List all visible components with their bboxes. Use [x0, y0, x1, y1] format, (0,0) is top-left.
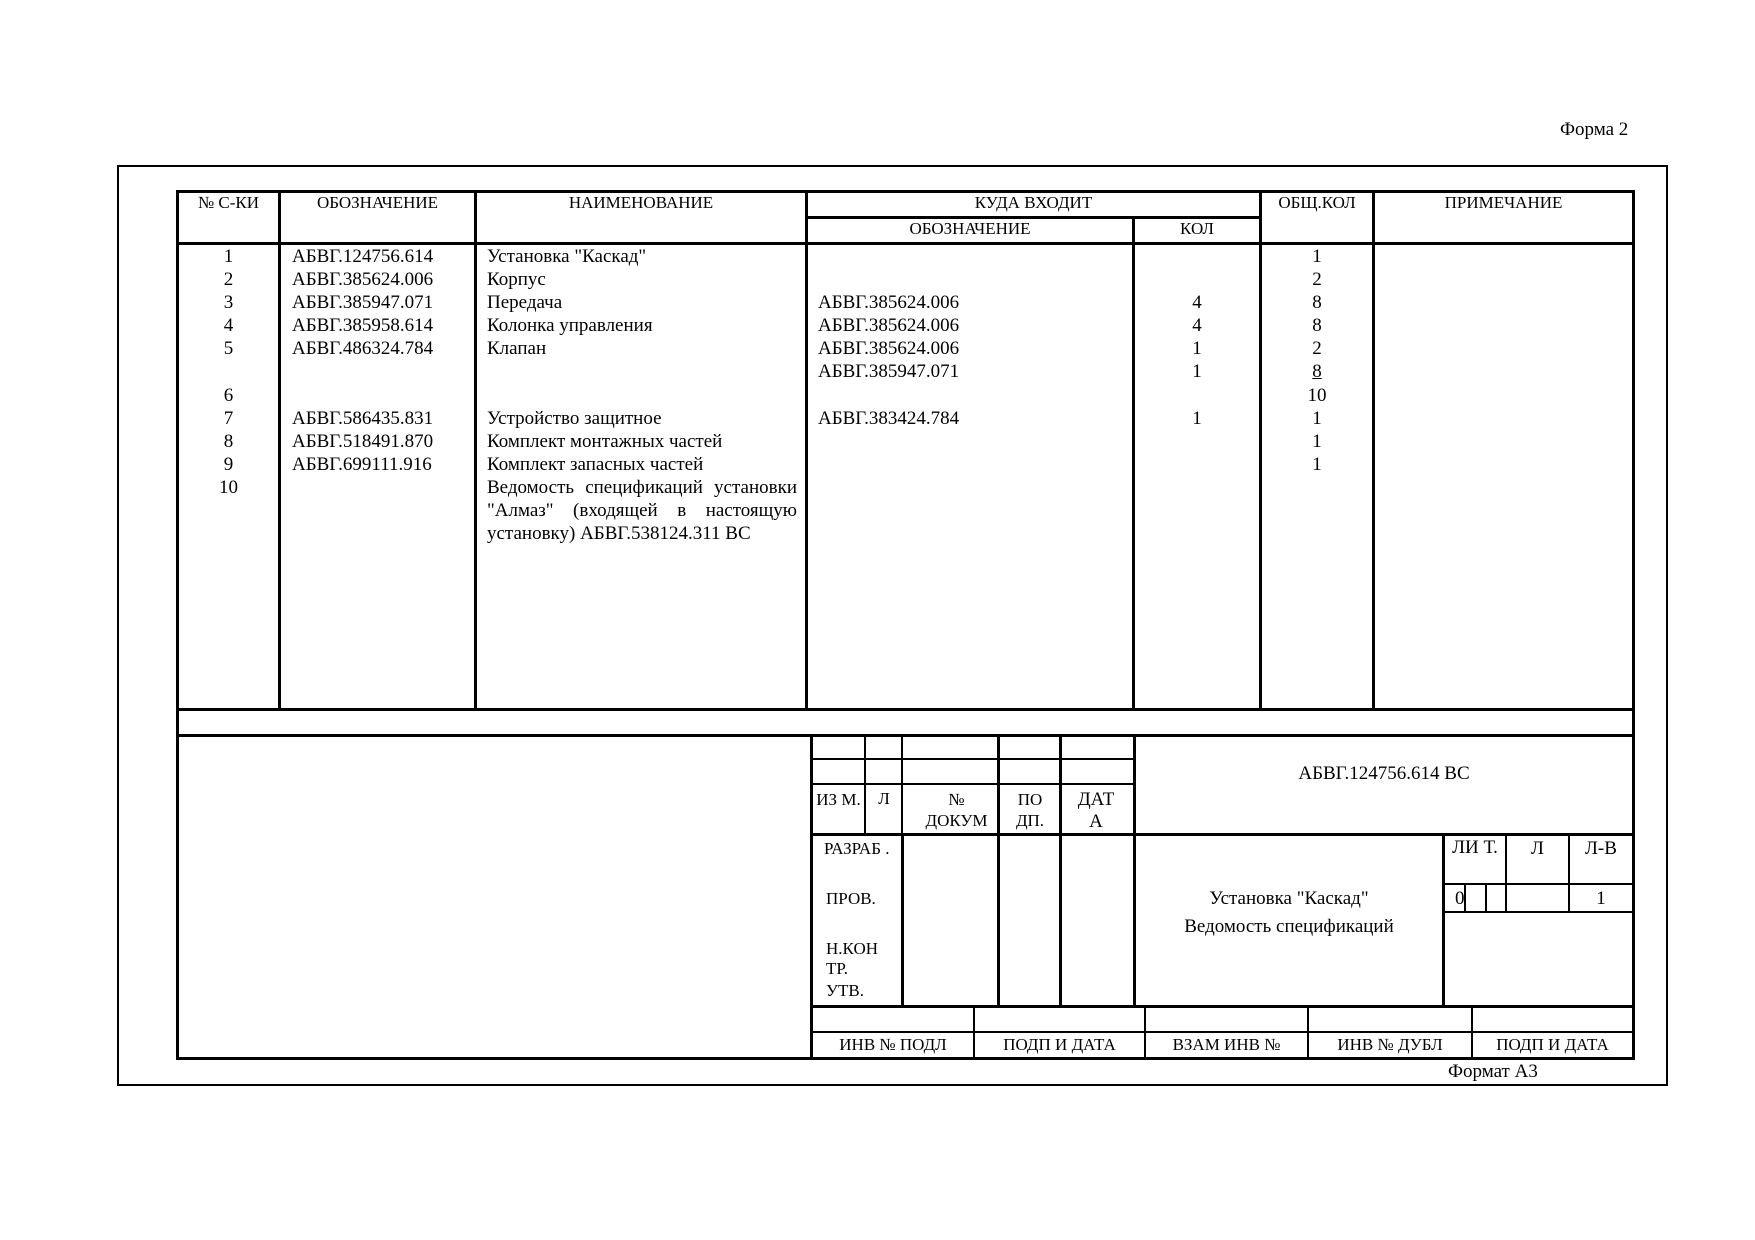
row-num: 3 — [223, 292, 234, 314]
col-l: Л — [878, 789, 890, 808]
doc-title-line2: Ведомость спецификаций — [1184, 916, 1394, 937]
row-name: Комплект запасных частей — [487, 453, 704, 475]
label-nkontr: Н.КОН ТР. — [826, 939, 878, 978]
doc-code: АБВГ.124756.614 ВС — [1298, 763, 1470, 784]
label-sheets: Л-В — [1585, 838, 1617, 859]
column-where-designations — [818, 245, 1118, 430]
label-prov: ПРОВ. — [826, 889, 876, 908]
column-names — [487, 245, 797, 545]
strip-podp-data-2: ПОДП И ДАТА — [1496, 1035, 1609, 1054]
header-name: НАИМЕНОВАНИЕ — [568, 193, 714, 212]
row-total-qty: 1 — [1312, 430, 1322, 452]
row-total-qty: 10 — [1307, 384, 1327, 406]
header-where-qty: КОЛ — [1180, 219, 1214, 238]
row-name: Установка "Каскад" — [487, 246, 647, 267]
label-razrab: РАЗРАБ . — [824, 839, 890, 858]
row-num: 8 — [223, 430, 234, 452]
strip-podp-data-1: ПОДП И ДАТА — [1003, 1035, 1116, 1054]
row-num — [179, 360, 278, 383]
row-name: Комплект монтажных частей — [487, 430, 723, 452]
row-where-designation: АБВГ.385624.006 — [818, 315, 960, 337]
row-num: 7 — [223, 407, 234, 429]
row-name-long: Ведомость спецификаций установки "Алмаз" (входящей в настоящую установку) АБВГ.538124.311 ВС — [487, 476, 797, 545]
row-where-qty: 4 — [1192, 292, 1202, 314]
row-designation: АБВГ.518491.870 — [292, 430, 434, 452]
doc-title-line1: Установка "Каскад" — [1209, 888, 1369, 909]
row-total-qty: 1 — [1312, 407, 1322, 429]
column-total-qtys — [1262, 245, 1372, 476]
col-num-doc: № ДОКУМ — [925, 790, 988, 830]
row-name: Передача — [487, 292, 563, 314]
label-lit: ЛИ Т. — [1452, 837, 1498, 858]
row-where-designation: АБВГ.383424.784 — [818, 407, 960, 429]
row-num: 9 — [223, 453, 234, 475]
format-label: Формат А3 — [1448, 1061, 1538, 1082]
strip-inv-podl: ИНВ № ПОДЛ — [839, 1035, 947, 1054]
row-where-designation: АБВГ.385624.006 — [818, 292, 960, 314]
row-where-qty: 1 — [1192, 361, 1202, 383]
row-total-qty: 1 — [1312, 246, 1322, 267]
row-total-qty: 8 — [1312, 315, 1322, 337]
column-designations — [292, 245, 472, 476]
row-total-qty: 2 — [1312, 269, 1322, 291]
row-designation: АБВГ.586435.831 — [292, 407, 434, 429]
strip-vzam-inv: ВЗАМ ИНВ № — [1172, 1035, 1281, 1054]
column-nums — [179, 245, 278, 499]
header-where-designation: ОБОЗНАЧЕНИЕ — [909, 219, 1031, 238]
row-name: Клапан — [487, 338, 547, 360]
row-total-qty: 1 — [1312, 453, 1322, 475]
row-designation: АБВГ.385624.006 — [292, 269, 434, 291]
row-total-qty: 8 — [1312, 361, 1322, 383]
label-utv: УТВ. — [826, 981, 865, 1000]
form-label: Форма 2 — [1560, 119, 1629, 140]
strip-inv-dubl: ИНВ № ДУБЛ — [1337, 1035, 1443, 1054]
row-designation: АБВГ.124756.614 — [292, 246, 434, 267]
row-num: 4 — [223, 315, 234, 337]
row-name: Колонка управления — [487, 315, 653, 337]
label-sheet: Л — [1531, 838, 1544, 859]
header-num: № С-КИ — [197, 193, 260, 212]
header-note: ПРИМЕЧАНИЕ — [1444, 193, 1563, 212]
row-where-designation: АБВГ.385947.071 — [818, 361, 960, 383]
row-num: 10 — [219, 476, 238, 498]
row-designation: АБВГ.385947.071 — [292, 292, 434, 314]
header-where-used: КУДА ВХОДИТ — [974, 193, 1093, 212]
row-where-designation: АБВГ.385624.006 — [818, 338, 960, 360]
row-where-qty: 4 — [1192, 315, 1202, 337]
row-num: 1 — [223, 246, 234, 267]
column-where-qtys — [1135, 245, 1259, 430]
row-name: Устройство защитное — [487, 407, 662, 429]
sheets-value: 1 — [1596, 888, 1606, 909]
header-designation: ОБОЗНАЧЕНИЕ — [316, 193, 439, 212]
row-total-qty: 2 — [1312, 338, 1322, 360]
row-num: 6 — [223, 384, 234, 406]
header-total-qty: ОБЩ.КОЛ — [1278, 193, 1356, 212]
row-name: Корпус — [487, 269, 546, 291]
row-num: 2 — [223, 269, 234, 291]
lit-value: 0 — [1455, 888, 1464, 909]
row-where-qty: 1 — [1192, 338, 1202, 360]
col-podp: ПО ДП. — [1015, 790, 1045, 830]
row-designation: АБВГ.699111.916 — [292, 453, 432, 475]
col-date: ДАТ А — [1077, 789, 1115, 832]
col-izm: ИЗ М. — [816, 790, 861, 809]
row-where-qty: 1 — [1192, 407, 1202, 429]
row-designation: АБВГ.486324.784 — [292, 338, 434, 360]
row-total-qty: 8 — [1312, 292, 1322, 314]
row-num: 5 — [223, 338, 234, 360]
row-designation: АБВГ.385958.614 — [292, 315, 434, 337]
